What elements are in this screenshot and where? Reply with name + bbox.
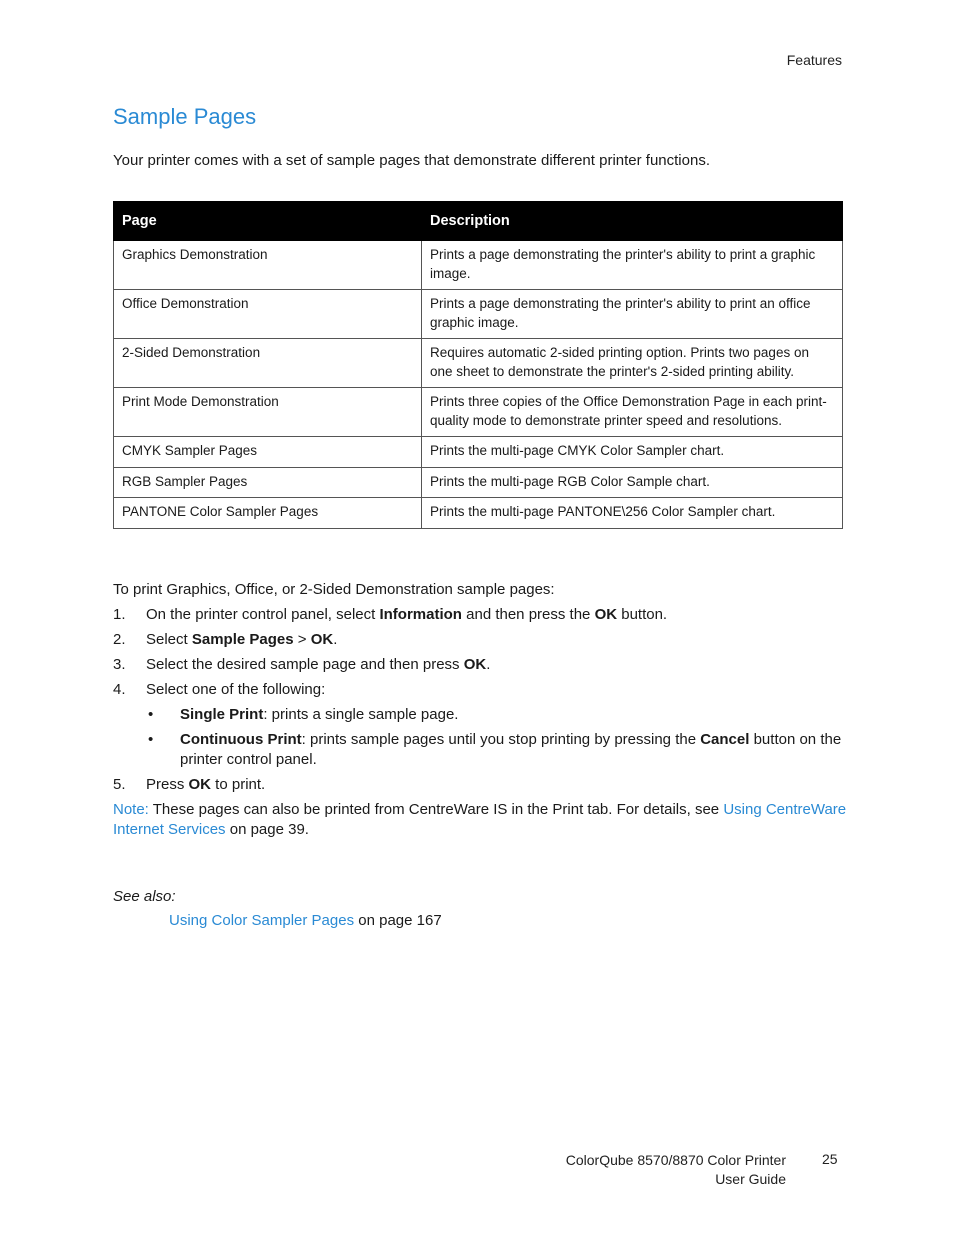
see-also-label: See also: [113,888,176,905]
table-row [114,241,843,290]
table-cell-description: Prints three copies of the Office Demonstration Page in each print-quality mode to demonstrate printer speed and resolutions. [422,388,843,437]
table-cell-description: Prints a page demonstrating the printer's ability to print an office graphic image. [422,290,843,339]
table-cell-description: Prints the multi-page CMYK Color Sampler chart. [422,437,843,468]
step-3 [113,655,848,675]
table-cell-page: Print Mode Demonstration [114,388,422,437]
option-single-print [146,705,848,725]
step-text: Select [146,631,192,648]
bullet-icon: • [148,706,154,723]
procedure-intro: To print Graphics, Office, or 2-Sided Demonstration sample pages: [113,581,555,598]
step-text: button. [617,606,668,623]
option-text: button on the printer control panel. [180,731,842,768]
step-4 [113,680,848,770]
options-list [146,705,848,770]
step-text: . [333,631,338,648]
step-emphasis: Sample Pages [191,631,294,648]
table-cell-description: Prints a page demonstrating the printer's ability to print a graphic image. [422,241,843,290]
steps-list [113,605,848,795]
step-text: On the printer control panel, select [146,606,380,623]
page-number: 25 [822,1151,838,1167]
table-cell-page: CMYK Sampler Pages [114,437,422,468]
table-row [114,388,843,437]
footer-product: ColorQube 8570/8870 Color Printer [565,1152,786,1168]
bullet-icon: • [148,731,154,748]
table-cell-page: Graphics Demonstration [114,241,422,290]
step-number: 3. [113,656,126,673]
table-cell-description: Prints the multi-page PANTONE\256 Color Sampler chart. [422,498,843,529]
step-text: . [486,656,491,673]
step-emphasis: OK [188,776,212,793]
footer-guide: User Guide [715,1171,786,1187]
table-cell-page: RGB Sampler Pages [114,467,422,498]
step-text: Select one of the following: [146,681,326,698]
table-row [114,498,843,529]
step-number: 5. [113,776,126,793]
footer [566,1151,786,1189]
table-cell-description: Requires automatic 2-sided printing option. Prints two pages on one sheet to demonstrate the printer's 2-sided printing ability. [422,339,843,388]
column-header-description: Description [422,202,843,241]
note-label: Note: [113,801,149,818]
see-also-reference [169,911,442,931]
table-row [114,339,843,388]
step-emphasis: OK [463,656,487,673]
column-header-page: Page [114,202,422,241]
table-header-row [114,202,843,241]
step-emphasis: Information [379,606,462,623]
see-also-page: on page 167 [354,912,442,929]
step-text: Select the desired sample page and then press [146,656,464,673]
running-header: Features [786,52,842,68]
step-number: 2. [113,631,126,648]
note-text: on page 39. [225,821,309,838]
table-cell-page: 2-Sided Demonstration [114,339,422,388]
step-1 [113,605,848,625]
step-text: and then press the [461,606,595,623]
step-2 [113,630,848,650]
table-cell-page: Office Demonstration [114,290,422,339]
note-paragraph [113,800,848,840]
step-text: to print. [211,776,266,793]
step-number: 4. [113,681,126,698]
step-5 [113,775,848,795]
intro-paragraph: Your printer comes with a set of sample pages that demonstrate different printer functions. [113,152,710,169]
note-text: These pages can also be printed from CentreWare IS in the Print tab. For details, see [148,801,724,818]
step-emphasis: OK [594,606,618,623]
table-cell-description: Prints the multi-page RGB Color Sample chart. [422,467,843,498]
color-sampler-link[interactable]: Using Color Sampler Pages [169,912,355,929]
step-text: > [293,631,311,648]
option-emphasis: Cancel [700,731,750,748]
page-title: Sample Pages [113,104,257,129]
table-row [114,290,843,339]
option-text: : prints sample pages until you stop printing by pressing the [301,731,701,748]
step-emphasis: OK [310,631,334,648]
step-number: 1. [113,606,126,623]
option-name: Continuous Print [180,731,302,748]
option-text: : prints a single sample page. [263,706,459,723]
centreware-link[interactable]: Using CentreWare Internet Services [113,801,847,838]
table-row [114,437,843,468]
table-cell-page: PANTONE Color Sampler Pages [114,498,422,529]
option-name: Single Print [180,706,264,723]
table-row [114,467,843,498]
option-continuous-print [146,730,848,770]
step-text: Press [146,776,189,793]
sample-pages-table [113,201,843,529]
procedure-section [113,580,848,840]
see-also-section [113,887,442,931]
